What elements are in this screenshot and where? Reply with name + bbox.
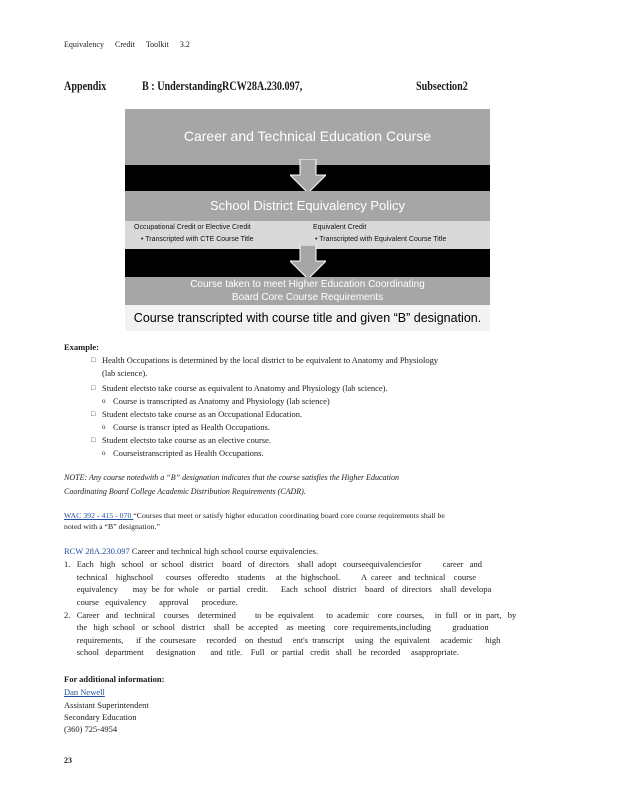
rcw-list-line: course equivalency approval procedure. xyxy=(64,597,238,607)
equivalent-title-bullet: • Transcripted with Equivalent Course Title xyxy=(315,236,447,243)
rcw-list-line: 2. Career and technical courses determined to be equivalent to academic core courses, in full or in part, by xyxy=(64,610,517,620)
b-designation-label: Course transcripted with course title and given “B” designation. xyxy=(133,311,482,325)
wac-link[interactable]: WAC 392 - 415 - 070 xyxy=(64,511,134,520)
subsection-label: Subsection2 xyxy=(416,78,468,93)
example-item: Health Occupations is determined by the local district to be equivalent to Anatomy and Physiology xyxy=(102,355,439,365)
cte-title-bullet: • Transcripted with CTE Course Title xyxy=(141,236,254,243)
contact-heading: For additional information: xyxy=(64,674,165,684)
example-item: (lab science). xyxy=(102,368,148,378)
down-arrow-icon xyxy=(290,245,326,279)
contact-name-link[interactable]: Dan Newell xyxy=(64,687,105,697)
example-bullet-icon: o xyxy=(102,397,106,405)
rcw-list-line: the high school or school district shall be accepted as meeting core requirements,including graduation xyxy=(64,622,489,632)
rcw-link[interactable]: RCW 28A.230.097 xyxy=(64,546,130,556)
example-bullet-icon: o xyxy=(102,423,106,431)
rcw-heading: Career and technical high school course equivalencies. xyxy=(129,546,319,556)
wac-quote-line-2: noted with a “B” designation.” xyxy=(64,522,160,531)
example-item: Student electsto take course as an Occupational Education. xyxy=(102,409,303,419)
equivalency-flow-diagram xyxy=(125,109,490,331)
hec-board-line2: Board Core Course Requirements xyxy=(231,292,384,303)
contact-title-2: Secondary Education xyxy=(64,712,137,722)
occupational-credit-heading: Occupational Credit or Elective Credit xyxy=(134,224,251,231)
example-bullet-icon: □ xyxy=(91,356,96,364)
b-designation-box xyxy=(125,305,490,331)
example-bullet-icon: □ xyxy=(91,436,96,444)
rcw-list-line: 1. Each high school or school district board of directors shall adopt courseequivalenciesfor career and xyxy=(64,559,483,569)
note-line-1: NOTE: Any course notedwith a “B” designation indicates that the course satisfies the Higher Education xyxy=(64,473,399,482)
running-head: Equivalency Credit Toolkit 3.2 xyxy=(64,40,190,49)
rcw-list-line: requirements, if the coursesare recorded on thestud ent's transcript using the equivalent academic high xyxy=(64,635,501,645)
rcw-list-line: equivalency may be for whole or partial credit. Each school district board of directors shall developa xyxy=(64,584,492,594)
district-policy-box xyxy=(125,191,490,221)
contact-title-1: Assistant Superintendent xyxy=(64,700,149,710)
district-policy-label: School District Equivalency Policy xyxy=(209,198,406,213)
example-item: Courseistranscripted as Health Occupations. xyxy=(113,448,264,458)
example-item: Course is transcripted as Anatomy and Physiology (lab science) xyxy=(113,396,330,406)
wac-quote-line-1: “Courses that meet or satisfy higher education coordinating board core course requirements shall be xyxy=(133,511,445,520)
down-arrow-icon xyxy=(290,159,326,193)
page-number: 23 xyxy=(64,756,72,765)
example-bullet-icon: o xyxy=(102,449,106,457)
cte-course-label: Career and Technical Education Course xyxy=(183,128,432,144)
cte-course-box xyxy=(125,109,490,165)
rcw-list-line: school department designation and title. Full or partial credit shall be recorded asappropriate. xyxy=(64,647,459,657)
appendix-title: B : UnderstandingRCW28A.230.097, xyxy=(142,78,303,93)
example-heading: Example: xyxy=(64,342,99,352)
contact-phone: (360) 725-4954 xyxy=(64,724,118,734)
hec-board-box xyxy=(125,277,490,305)
appendix-label: Appendix xyxy=(64,78,107,93)
example-item: Student electsto take course as an elective course. xyxy=(102,435,271,445)
example-item: Student electsto take course as equivalent to Anatomy and Physiology (lab science). xyxy=(102,383,388,393)
example-bullet-icon: □ xyxy=(91,384,96,392)
hec-board-line1: Course taken to meet Higher Education Coordinating xyxy=(190,279,425,290)
example-bullet-icon: □ xyxy=(91,410,96,418)
rcw-list-line: technical highschool courses offeredto students at the highschool. A career and technical course xyxy=(64,572,476,582)
example-item: Course is transcr ipted as Health Occupations. xyxy=(113,422,270,432)
equivalent-credit-heading: Equivalent Credit xyxy=(313,224,367,231)
note-line-2: Coordinating Board College Academic Distribution Requirements (CADR). xyxy=(64,487,306,496)
